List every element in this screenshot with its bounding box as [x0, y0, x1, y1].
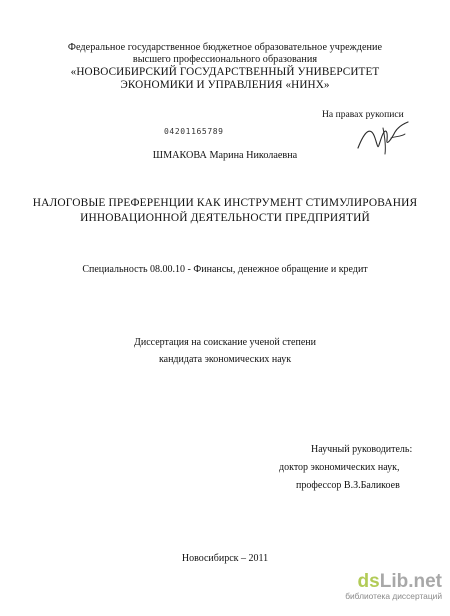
header-line-4: ЭКОНОМИКИ И УПРАВЛЕНИЯ «НИНХ» — [120, 79, 330, 91]
dissertation-title-line-2: ИННОВАЦИОННОЙ ДЕЯТЕЛЬНОСТИ ПРЕДПРИЯТИЙ — [80, 212, 370, 224]
advisor-line-1: Научный руководитель: — [311, 444, 413, 455]
dslib-logo: dsLib.net — [357, 571, 442, 592]
specialty: Специальность 08.00.10 - Финансы, денежное обращение и кредит — [82, 264, 368, 275]
rights-notice: На правах рукописи — [322, 109, 404, 120]
place-year: Новосибирск – 2011 — [181, 553, 269, 564]
dissertation-title-line-1: НАЛОГОВЫЕ ПРЕФЕРЕНЦИИ КАК ИНСТРУМЕНТ СТИМУЛИРОВАНИЯ — [32, 197, 418, 209]
advisor-line-3: профессор В.З.Баликоев — [296, 480, 400, 491]
degree-line-2: кандидата экономических наук — [158, 354, 292, 365]
inventory-number: 04201165789 — [164, 127, 224, 136]
header-line-3: «НОВОСИБИРСКИЙ ГОСУДАРСТВЕННЫЙ УНИВЕРСИТЕТ — [70, 66, 380, 78]
header-line-1: Федеральное государственное бюджетное образовательное учреждение — [67, 42, 383, 53]
header-line-2: высшего профессионального образования — [132, 54, 318, 65]
dslib-watermark — [322, 572, 442, 608]
author-name: ШМАКОВА Марина Николаевна — [152, 150, 298, 161]
advisor-line-2: доктор экономических наук, — [279, 462, 400, 473]
dslib-subtitle: библиотека диссертаций — [345, 591, 442, 601]
degree-line-1: Диссертация на соискание ученой степени — [134, 337, 316, 348]
